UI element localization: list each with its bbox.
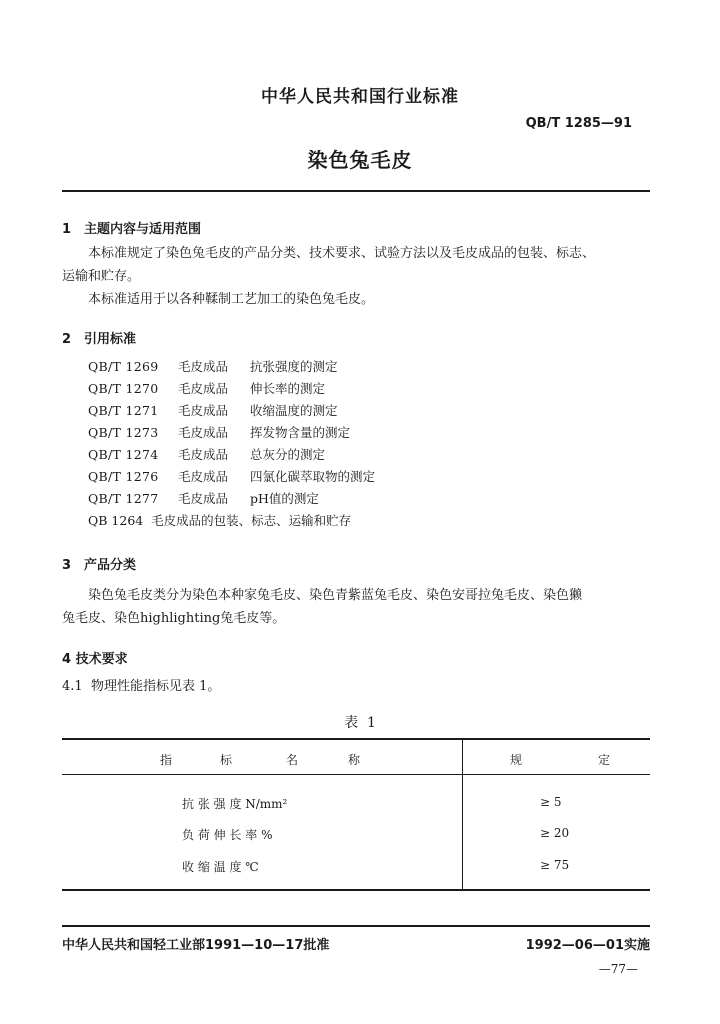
table-row-name: 收 缩 温 度 ℃ <box>182 860 259 874</box>
section-1-number: 1 <box>62 222 72 237</box>
section-3-line1: 染色兔毛皮类分为染色本种家兔毛皮、染色青紫蓝兔毛皮、染色安哥拉兔毛皮、染色獭 <box>88 588 583 603</box>
reference-item <box>88 422 350 444</box>
reference-category: 毛皮成品 <box>178 359 229 374</box>
reference-code: QB/T 1270 <box>88 381 159 396</box>
reference-item <box>88 444 325 466</box>
reference-item <box>88 466 375 488</box>
section-3-title: 产品分类 <box>84 558 137 573</box>
reference-name: 总灰分的测定 <box>250 447 326 462</box>
reference-category: 毛皮成品 <box>178 403 229 418</box>
table-header-rule <box>62 774 650 775</box>
reference-item <box>88 356 338 378</box>
approval-line: 中华人民共和国轻工业部1991—10—17批准 <box>62 938 330 953</box>
table-header-cell: 名 <box>286 753 299 767</box>
page-number: —77— <box>598 962 638 976</box>
reference-name: 挥发物含量的测定 <box>250 425 351 440</box>
section-4-heading: 4 技术要求 <box>62 652 128 667</box>
reference-item-last: QB 1264 毛皮成品的包装、标志、运输和贮存 <box>88 513 352 528</box>
document-title: 染色兔毛皮 <box>307 148 413 172</box>
reference-code: QB/T 1269 <box>88 359 159 374</box>
reference-category: 毛皮成品 <box>178 447 229 462</box>
table-header-cell: 指 <box>160 753 173 767</box>
reference-item <box>88 378 325 400</box>
reference-name: 抗张强度的测定 <box>250 359 338 374</box>
reference-code: QB/T 1274 <box>88 447 159 462</box>
reference-name: 伸长率的测定 <box>250 381 326 396</box>
effective-date: 1992—06—01实施 <box>525 938 650 953</box>
reference-name: pH值的测定 <box>250 491 319 506</box>
section-3-line2: 兔毛皮、染色highlighting兔毛皮等。 <box>62 611 286 626</box>
section-1-heading <box>62 218 201 237</box>
section-3-heading <box>62 554 136 573</box>
standard-code: QB/T 1285—91 <box>525 116 632 131</box>
reference-category: 毛皮成品 <box>178 425 229 440</box>
section-1-para1-line2: 运输和贮存。 <box>62 269 141 284</box>
reference-category: 毛皮成品 <box>178 491 229 506</box>
reference-category: 毛皮成品 <box>178 469 229 484</box>
table-caption: 表 1 <box>344 715 376 731</box>
table-header-cell: 定 <box>598 753 611 767</box>
table-header-cell: 称 <box>348 753 361 767</box>
table-bottom-rule <box>62 889 650 891</box>
reference-code: QB/T 1271 <box>88 403 159 418</box>
footer-rule <box>62 925 650 927</box>
section-1-para1-line1: 本标准规定了染色兔毛皮的产品分类、技术要求、试验方法以及毛皮成品的包装、标志、 <box>88 246 596 261</box>
reference-code: QB/T 1277 <box>88 491 159 506</box>
standard-org-title: 中华人民共和国行业标准 <box>261 87 459 107</box>
reference-name: 收缩温度的测定 <box>250 403 338 418</box>
section-2-number: 2 <box>62 332 72 347</box>
table-header-cell: 规 <box>510 753 523 767</box>
table-row-value: ≥ 5 <box>540 795 562 809</box>
section-1-title: 主题内容与适用范围 <box>84 222 202 237</box>
table-row-value: ≥ 20 <box>540 826 570 840</box>
reference-item <box>88 488 319 510</box>
section-2-heading <box>62 328 136 347</box>
section-3-number: 3 <box>62 558 72 573</box>
table-header-cell: 标 <box>220 753 233 767</box>
reference-name: 四氯化碳萃取物的测定 <box>250 469 376 484</box>
table-row-value: ≥ 75 <box>540 858 570 872</box>
header-rule <box>62 190 650 192</box>
table-row-name: 抗 张 强 度 N/mm² <box>182 797 288 811</box>
reference-code: QB/T 1273 <box>88 425 159 440</box>
table-column-divider <box>462 740 463 889</box>
section-1-para2: 本标准适用于以各种鞣制工艺加工的染色兔毛皮。 <box>88 292 375 307</box>
reference-item <box>88 400 338 422</box>
reference-category: 毛皮成品 <box>178 381 229 396</box>
section-2-title: 引用标准 <box>84 332 137 347</box>
table-top-rule <box>62 738 650 740</box>
reference-code: QB/T 1276 <box>88 469 159 484</box>
section-4-1-text: 4.1 物理性能指标见表 1。 <box>62 679 221 694</box>
table-row-name: 负 荷 伸 长 率 % <box>182 828 273 842</box>
